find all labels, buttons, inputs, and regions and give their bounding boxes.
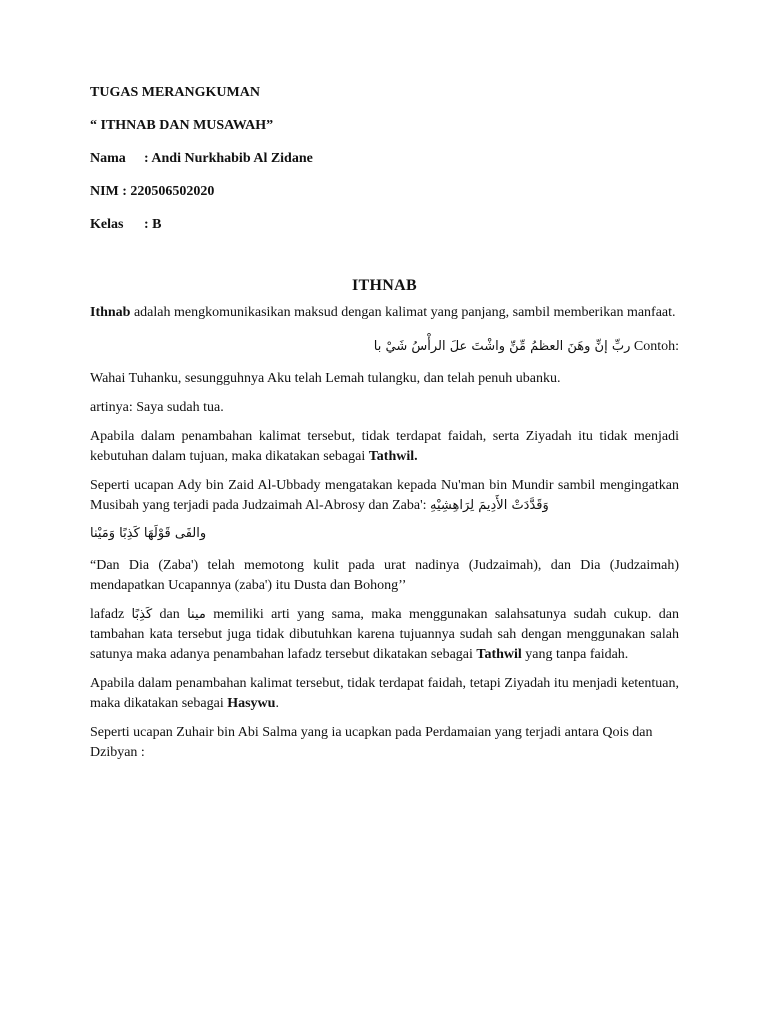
class-line (90, 216, 679, 233)
quote-paragraph: “Dan Dia (Zaba') telah memotong kulit pada urat nadinya (Judzaimah), dan Dia (Judzaimah) mendapatkan Ucapannya (zaba') itu Dusta dan Bohong’’ (90, 558, 679, 593)
ady-text: Seperti ucapan Ady bin Zaid Al-Ubbady mengatakan kepada Nu'man bin Mundir sambil mengingatkan Musibah yang terjadi pada Judzaimah Al-Abrosy dan Zaba': (90, 478, 679, 513)
task-heading: TUGAS MERANGKUMAN (90, 85, 260, 100)
class-value: : B (144, 217, 162, 232)
name-line (90, 150, 679, 167)
name-value: : Andi Nurkhabib Al Zidane (144, 151, 313, 166)
lafadz-end: yang tanpa faidah. (521, 647, 629, 662)
section-title: ITHNAB (352, 277, 417, 294)
tathwil-text: Apabila dalam penambahan kalimat tersebut, tidak terdapat faidah, serta Ziyadah itu tidak menjadi kebutuhan dalam tujuan, maka dikatakan sebagai (90, 429, 679, 464)
ady-arabic-verse: والفَى قَوْلَهَا كَذِبًا وَمَيْنا (90, 526, 207, 541)
term-ithnab: Ithnab (90, 305, 131, 320)
lafadz-word-1: كَذِبًا (131, 607, 153, 622)
name-label: Nama (90, 151, 126, 166)
hasywu-paragraph (90, 674, 679, 714)
meaning-paragraph: artinya: Saya sudah tua. (90, 400, 224, 415)
topic-heading: “ ITHNAB DAN MUSAWAH” (90, 118, 274, 133)
definition-text: adalah mengkomunikasikan maksud dengan kalimat yang panjang, sambil memberikan manfaat. (130, 305, 676, 320)
term-hasywu: Hasywu (227, 696, 276, 711)
tathwil-paragraph (90, 427, 679, 467)
example-line (90, 337, 679, 357)
example-arabic: ربِّ إنِّ وهَنَ العظمُ مِّنِّ واشْتَ علَ الرأْسُ شَيْ با (373, 339, 631, 354)
lafadz-mid: dan (152, 607, 188, 622)
definition-paragraph (90, 303, 679, 323)
term-tathwil: Tathwil. (368, 449, 418, 464)
term-tathwil-2: Tathwil (476, 647, 522, 662)
ady-arabic-line (90, 522, 679, 546)
zuhair-paragraph: Seperti ucapan Zuhair bin Abi Salma yang ia ucapkan pada Perdamaian yang terjadi antara Qois dan Dzibyan : (90, 725, 653, 760)
lafadz-text: memiliki arti yang sama, maka menggunakan salahsatunya sudah cukup. dan tambahan kata tersebut juga tidak dibutuhkan karena tujuannya sudah sah dengan menggunakan salah satunya maka adanya penambahan lafadz tersebut dikatakan sebagai (90, 607, 679, 662)
ady-arabic-inline: وَقَدَّدَتْ الأَدِيمَ لِرَاهِشِيْهِ (430, 498, 549, 513)
hasywu-end: . (275, 696, 279, 711)
lafadz-word-2: مينا (187, 607, 206, 622)
nim-line: NIM : 220506502020 (90, 184, 215, 199)
translation-paragraph: Wahai Tuhanku, sesungguhnya Aku telah Lemah tulangku, dan telah penuh ubanku. (90, 371, 561, 386)
lafadz-paragraph (90, 605, 679, 665)
ady-paragraph (90, 476, 679, 516)
hasywu-text: Apabila dalam penambahan kalimat tersebut, tidak terdapat faidah, tetapi Ziyadah itu menjadi ketentuan, maka dikatakan sebagai (90, 676, 679, 711)
class-label: Kelas (90, 217, 124, 232)
example-label: Contoh: (633, 339, 679, 354)
lafadz-start: lafadz (90, 607, 132, 622)
